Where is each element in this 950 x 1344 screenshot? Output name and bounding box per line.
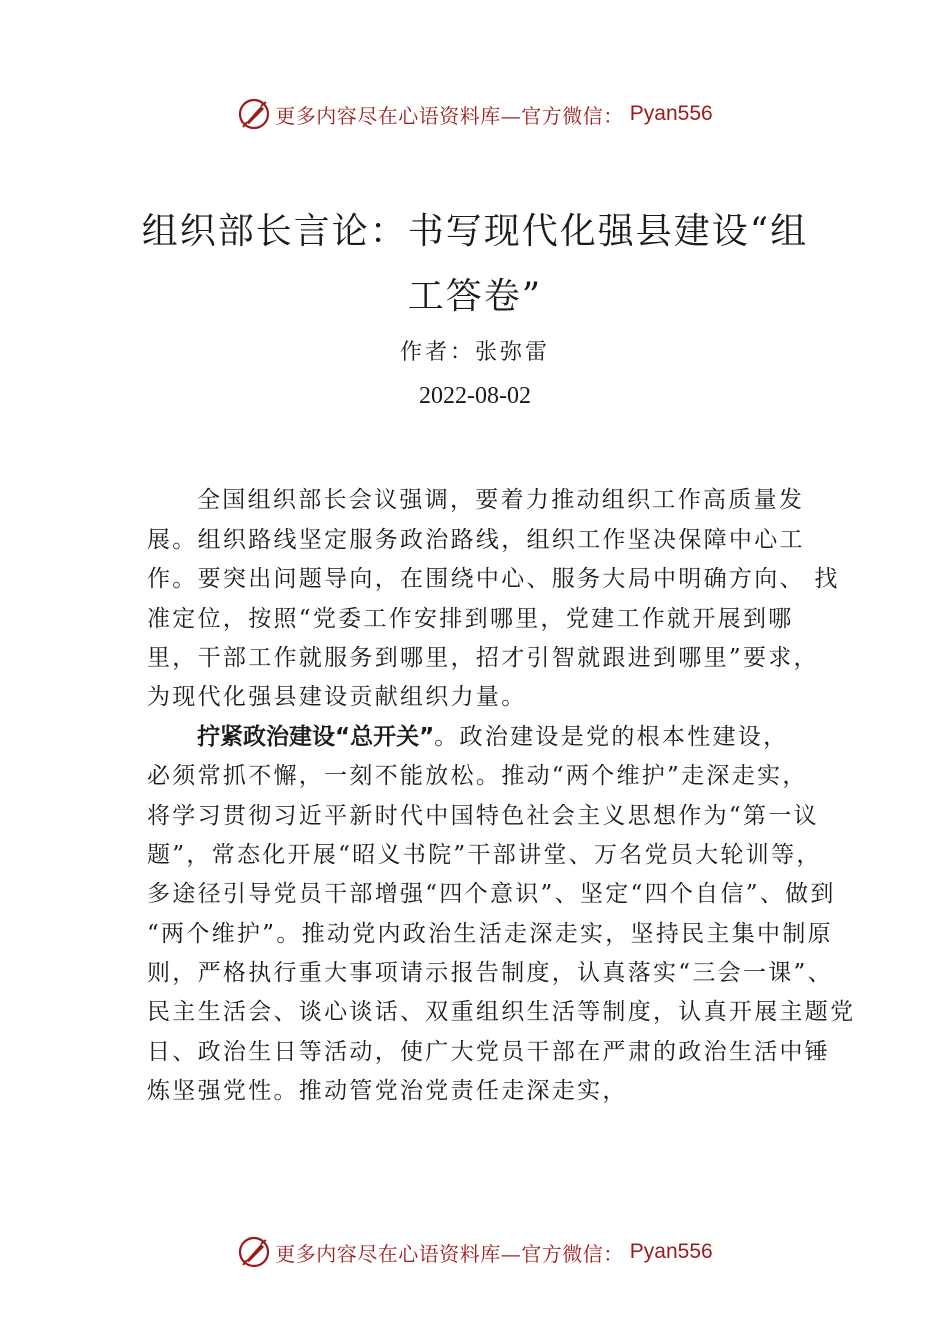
- body-line: 为现代化强县建设贡献组织力量。: [147, 684, 527, 710]
- body-line: 。政治建设是党的根本性建设，: [434, 724, 789, 750]
- body-line: 准定位，按照“党委工作安排到哪里，党建工作就开展到哪: [147, 606, 794, 632]
- header-banner: [0, 94, 950, 134]
- wechat-id: Pyan556: [629, 102, 713, 125]
- article-title-line-2: 工答卷”: [407, 276, 543, 317]
- body-line-with-heading: [197, 717, 788, 757]
- feather-pen-logo-icon: [237, 97, 271, 131]
- body-line: 多途径引导党员干部增强“四个意识”、坚定“四个自信”、做到: [147, 881, 836, 907]
- wechat-id: Pyan556: [629, 1240, 713, 1263]
- body-line: 必须常抓不懈，一刻不能放松。推动“两个维护”走深走实，: [147, 763, 808, 789]
- body-line: 里，干部工作就服务到哪里，招才引智就跟进到哪里”要求，: [147, 645, 819, 671]
- article-title-line-1: 组织部长言论：书写现代化强县建设“组: [141, 211, 809, 252]
- body-line: 题”，常态化开展“昭义书院”干部讲堂、万名党员大轮训等，: [147, 842, 822, 868]
- section-heading: 拧紧政治建设“总开关”: [197, 724, 435, 750]
- body-line: 全国组织部长会议强调，要着力推动组织工作高质量发: [197, 487, 805, 513]
- body-line: “两个维护”。推动党内政治生活走深走实，坚持民主集中制原: [147, 921, 833, 947]
- body-line: 作。要突出问题导向，在围绕中心、服务大局中明确方向、 找: [147, 566, 840, 592]
- body-line: 将学习贯彻习近平新时代中国特色社会主义思想作为“第一议: [147, 803, 819, 829]
- footer-banner: [0, 1232, 950, 1272]
- banner-text: 更多内容尽在心语资料库—官方微信：: [275, 1241, 624, 1266]
- body-line: 展。组织路线坚定服务政治路线，组织工作坚决保障中心工: [147, 527, 805, 553]
- feather-pen-logo-icon: [237, 1235, 271, 1269]
- body-line: 民主生活会、谈心谈话、双重组织生活等制度，认真开展主题党: [147, 999, 856, 1025]
- banner-text: 更多内容尽在心语资料库—官方微信：: [275, 103, 624, 128]
- body-line: 炼坚强党性。推动管党治党责任走深走实，: [147, 1078, 628, 1104]
- body-line: 日、政治生日等活动，使广大党员干部在严肃的政治生活中锤: [147, 1039, 831, 1065]
- article-author: 作者：张弥雷: [399, 340, 550, 365]
- article-date: 2022-08-02: [419, 383, 531, 409]
- body-line: 则，严格执行重大事项请示报告制度，认真落实“三会一课”、: [147, 960, 833, 986]
